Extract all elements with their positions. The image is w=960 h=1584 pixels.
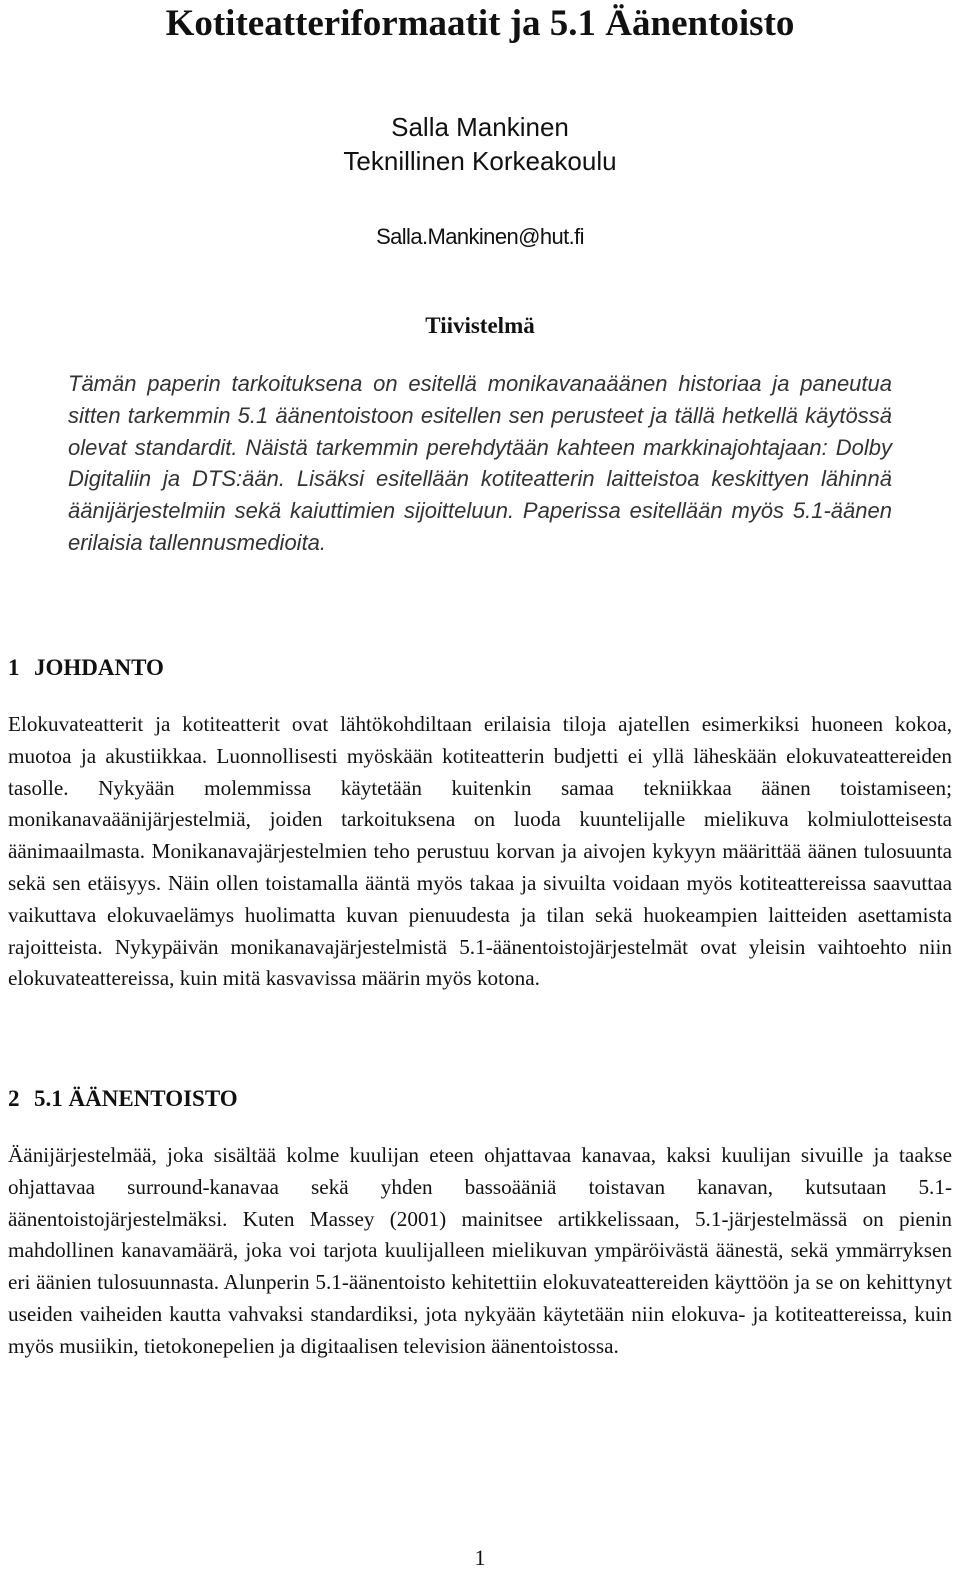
- page-number: 1: [474, 1545, 486, 1570]
- author-name: Salla Mankinen: [391, 112, 569, 142]
- section-1-title: JOHDANTO: [34, 655, 164, 680]
- abstract-heading: Tiivistelmä: [425, 313, 535, 338]
- abstract-text: Tämän paperin tarkoituksena on esitellä monikavanaäänen historiaa ja paneutua sitten tarkemmin 5.1 äänentoistoon esitellen sen perusteet ja tällä hetkellä käytössä olevat standardit. Näistä tarkemmin perehdytään kahteen markkinajohtajaan: Dolby Digitaliin ja DTS:ään. Lisäksi esitellään kotiteatterin laitteistoa keskittyen lähinnä äänijärjestelmiin sekä kaiuttimien sijoitteluun. Paperissa esitellään myös 5.1-äänen erilaisia tallennusmedioita.: [68, 371, 892, 555]
- section-2-heading: [8, 1083, 238, 1115]
- section-2-number: 2: [8, 1086, 20, 1111]
- section-1-number: 1: [8, 655, 20, 680]
- paper-title: Kotiteatteriformaatit ja 5.1 Äänentoisto: [165, 3, 795, 44]
- author-email: Salla.Mankinen@hut.fi: [376, 224, 584, 249]
- section-1-body: Elokuvateatterit ja kotiteatterit ovat lähtökohdiltaan erilaisia tiloja ajatellen esimerkiksi huoneen kokoa, muotoa ja akustiikkaa. Luonnollisesti myöskään kotiteatterin budjetti ei yllä läheskään elokuvateattereiden tasolle. Nykyään molemmissa käytetään kuitenkin samaa tekniikkaa äänen toistamiseen; monikanavaäänijärjestelmiä, joiden tarkoituksena on luoda kuuntelijalle mielikuva kolmiulotteisesta äänimaailmasta. Monikanavajärjestelmien teho perustuu korvan ja aivojen kykyyn määrittää äänen tulosuunta sekä sen etäisyys. Näin ollen toistamalla ääntä myös takaa ja sivuilta voidaan myös kotiteattereissa saavuttaa vaikuttava elokuvaelämys huolimatta kuvan pienuudesta ja tilan sekä huokeampien laitteiden asettamista rajoitteista. Nykypäivän monikanavajärjestelmistä 5.1-äänentoistojärjestelmät ovat yleisin vaihtoehto niin elokuvateattereissa, kuin mitä kasvavissa määrin myös kotona.: [8, 712, 952, 991]
- section-2-title: 5.1 ÄÄNENTOISTO: [34, 1086, 238, 1111]
- author-affiliation: Teknillinen Korkeakoulu: [343, 146, 617, 176]
- section-1-heading: [8, 652, 164, 684]
- section-2-body: Äänijärjestelmää, joka sisältää kolme kuulijan eteen ohjattavaa kanavaa, kaksi kuulijan sivuille ja taakse ohjattavaa surround-kanavaa sekä yhden bassoääniä toistavan kanavan, kutsutaan 5.1-äänentoistojärjestelmäksi. Kuten Massey (2001) mainitsee artikkelissaan, 5.1-järjestelmässä on pienin mahdollinen kanavamäärä, joka voi tarjota kuulijalleen mielikuvan ympäröivästä äänestä, sekä ymmärryksen eri äänien tulosuunnasta. Alunperin 5.1-äänentoisto kehitettiin elokuvateattereiden käyttöön ja se on kehittynyt useiden vaiheiden kautta vahvaksi standardiksi, jota nykyään käytetään niin elokuva- ja kotiteattereissa, kuin myös musiikin, tietokonepelien ja digitaalisen television äänentoistossa.: [8, 1143, 952, 1358]
